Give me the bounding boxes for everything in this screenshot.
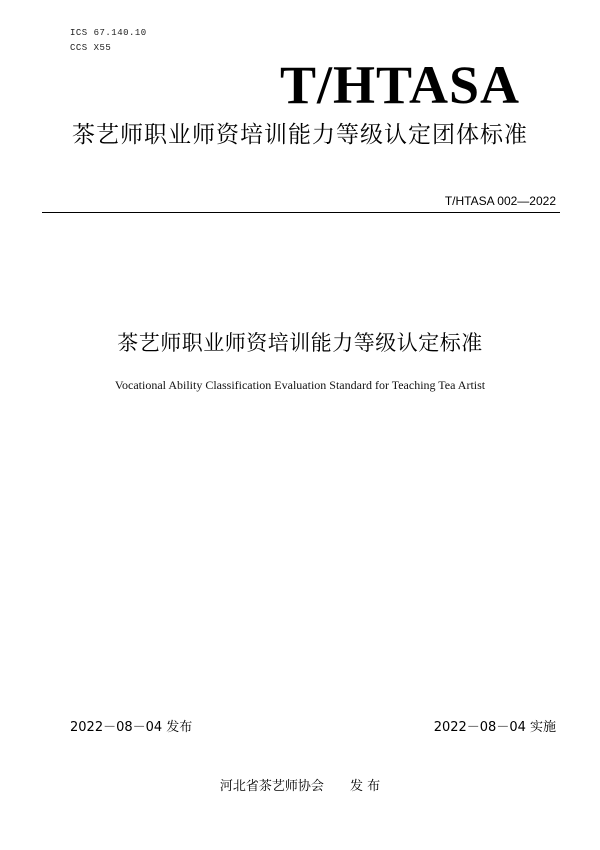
document-title-chinese: 茶艺师职业师资培训能力等级认定标准 — [117, 331, 483, 355]
implementation-date: 2022－08－04 实施 — [433, 720, 556, 735]
ics-code: ICS 67.140.10 — [70, 28, 147, 38]
standard-logo: T/HTASA — [279, 55, 520, 115]
publisher-line — [0, 775, 600, 794]
header-divider — [42, 212, 560, 213]
issue-date: 2022－08－04 发布 — [70, 720, 193, 735]
document-title-english: Vocational Ability Classification Evaluation Standard for Teaching Tea Artist — [114, 378, 486, 392]
standard-number: T/HTASA 002—2022 — [444, 194, 556, 208]
standard-category-title: 茶艺师职业师资培训能力等级认定团体标准 — [72, 122, 528, 148]
publish-label: 发 布 — [349, 779, 381, 794]
ccs-code: CCS X55 — [70, 43, 112, 53]
publisher-name: 河北省茶艺师协会 — [219, 779, 324, 794]
